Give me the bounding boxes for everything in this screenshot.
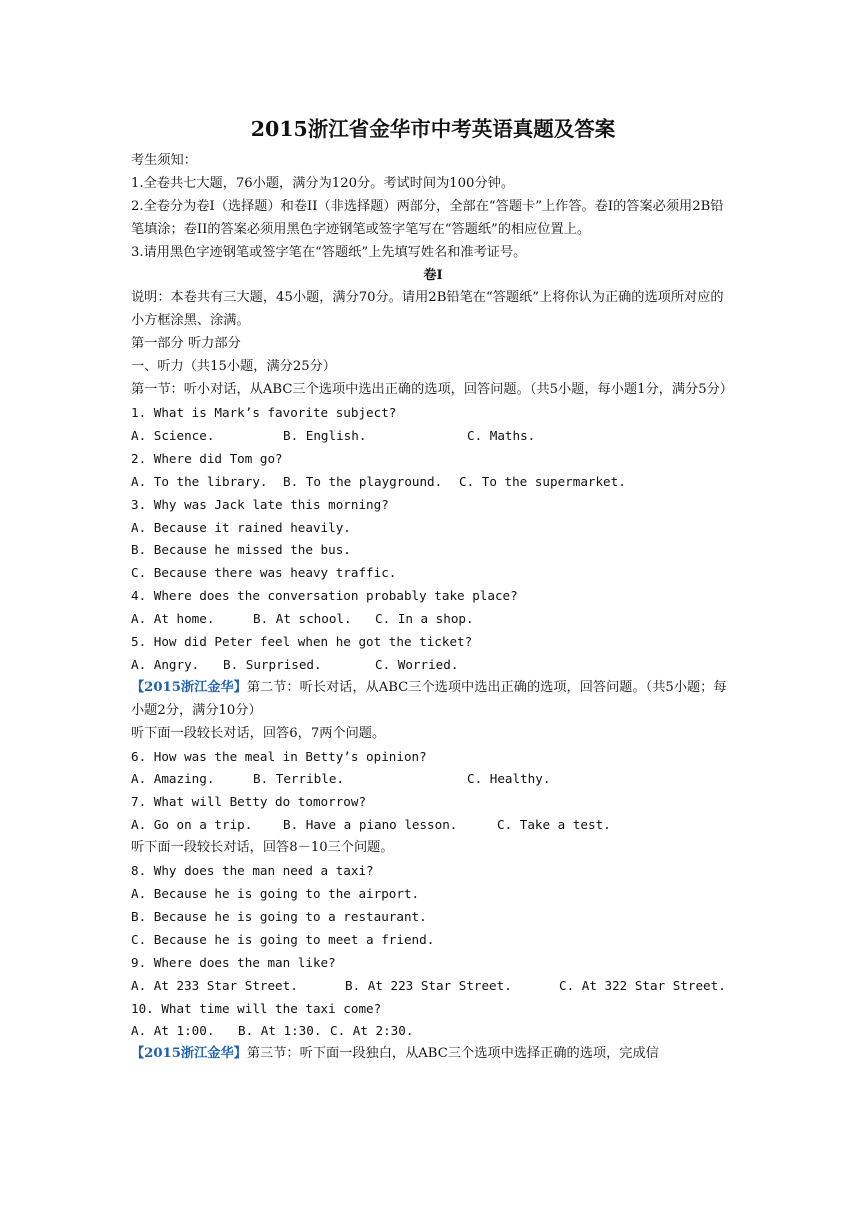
question-6: 6. How was the meal in Betty’s opinion? [131,748,427,764]
option-a: A. Amazing. [131,771,215,787]
question-5-options [131,654,735,677]
option-a: A. At home. [131,611,215,627]
option-c: C. Take a test. [497,817,611,833]
option-b: B. Have a piano lesson. [283,817,458,833]
volume-description: 说明：本卷共有三大题，45小题，满分70分。请用2B铅笔在“答题纸”上将你认为正确的选项所对应的小方框涂黑、涂满。 [131,290,724,329]
question-6-options [131,768,735,791]
question-1: 1. What is Mark’s favorite subject? [131,404,397,420]
question-9: 9. Where does the man like? [131,954,336,970]
option-c: C. Maths. [467,427,536,443]
question-1-options [131,425,735,448]
dialogue-intro-1: 听下面一段较长对话，回答6，7两个问题。 [131,725,386,741]
option-a: A. Go on a trip. [131,817,253,833]
option-a: A. Angry. [131,656,200,672]
option-c: C. Healthy. [467,771,551,787]
source-tag: 【2015浙江金华】 [131,679,247,695]
subsection-2-text: 第二节：听长对话，从ABC三个选项中选出正确的选项，回答问题。（共5小题；每小题2分，满分10分） [131,679,727,718]
option-c: C. Because there was heavy traffic. [131,565,397,581]
notice-heading: 考生须知： [131,153,197,168]
question-3: 3. Why was Jack late this morning? [131,496,389,512]
option-a: A. At 233 Star Street. [131,977,298,993]
subsection-2-instructions [131,677,735,723]
option-b: B. Surprised. [223,656,322,672]
option-a: A. To the library. [131,473,268,489]
document-page [131,112,735,1066]
page-title: 2015浙江省金华市中考英语真题及答案 [250,117,616,141]
option-a: A. At 1:00. [131,1023,215,1039]
question-2-options [131,471,735,494]
question-10: 10. What time will the taxi come? [131,1000,382,1016]
question-7-options [131,814,735,837]
option-a: A. Because it rained heavily. [131,519,351,535]
option-b: B. Terrible. [253,771,344,787]
option-a: A. Science. [131,427,215,443]
notice-item-3: 3.请用黑色字迹钢笔或签字笔在“答题纸”上先填写姓名和准考证号。 [131,244,527,260]
dialogue-intro-2: 听下面一段较长对话，回答8－10三个问题。 [131,840,394,856]
subsection-3-instructions [131,1043,735,1066]
section-heading: 一、听力（共15小题，满分25分） [131,359,336,375]
question-8: 8. Why does the man need a taxi? [131,863,374,879]
option-c: C. At 2:30. [330,1023,414,1039]
option-b: B. At 1:30. [238,1023,322,1039]
option-c: C. Because he is going to meet a friend. [131,931,435,947]
notice-item-1: 1.全卷共七大题，76小题，满分为120分。考试时间为100分钟。 [131,175,515,191]
question-7: 7. What will Betty do tomorrow? [131,794,367,810]
question-4-options [131,608,735,631]
question-2: 2. Where did Tom go? [131,450,283,466]
part-heading: 第一部分 听力部分 [131,336,241,352]
option-c: C. Worried. [375,656,459,672]
source-tag: 【2015浙江金华】 [131,1046,247,1062]
option-b: B. To the playground. [283,473,443,489]
subsection-3-text: 第三节：听下面一段独白，从ABC三个选项中选择正确的选项，完成信 [246,1046,659,1062]
question-9-options [131,975,735,998]
question-4: 4. Where does the conversation probably take place? [131,588,518,604]
option-b: B. English. [283,427,367,443]
option-a: A. Because he is going to the airport. [131,886,420,901]
notice-item-2: 2.全卷分为卷I（选择题）和卷II（非选择题）两部分，全部在“答题卡”上作答。卷I的答案必须用2B铅笔填涂；卷II的答案必须用黑色字迹钢笔或签字笔写在“答题纸”的相应位置上。 [131,198,724,237]
option-b: B. At school. [253,611,352,627]
option-b: B. At 223 Star Street. [345,977,512,993]
option-b: B. Because he missed the bus. [131,542,351,558]
question-10-options [131,1020,735,1043]
option-c: C. In a shop. [375,611,474,627]
subsection-1-instructions: 第一节：听小对话，从ABC三个选项中选出正确的选项，回答问题。（共5小题，每小题1分，满分5分） [131,382,733,398]
option-c: C. To the supermarket. [459,473,626,489]
volume-heading: 卷Ⅰ [423,267,443,283]
question-5: 5. How did Peter feel when he got the ticket? [131,634,473,650]
option-b: B. Because he is going to a restaurant. [131,908,427,924]
option-c: C. At 322 Star Street. [559,977,726,993]
